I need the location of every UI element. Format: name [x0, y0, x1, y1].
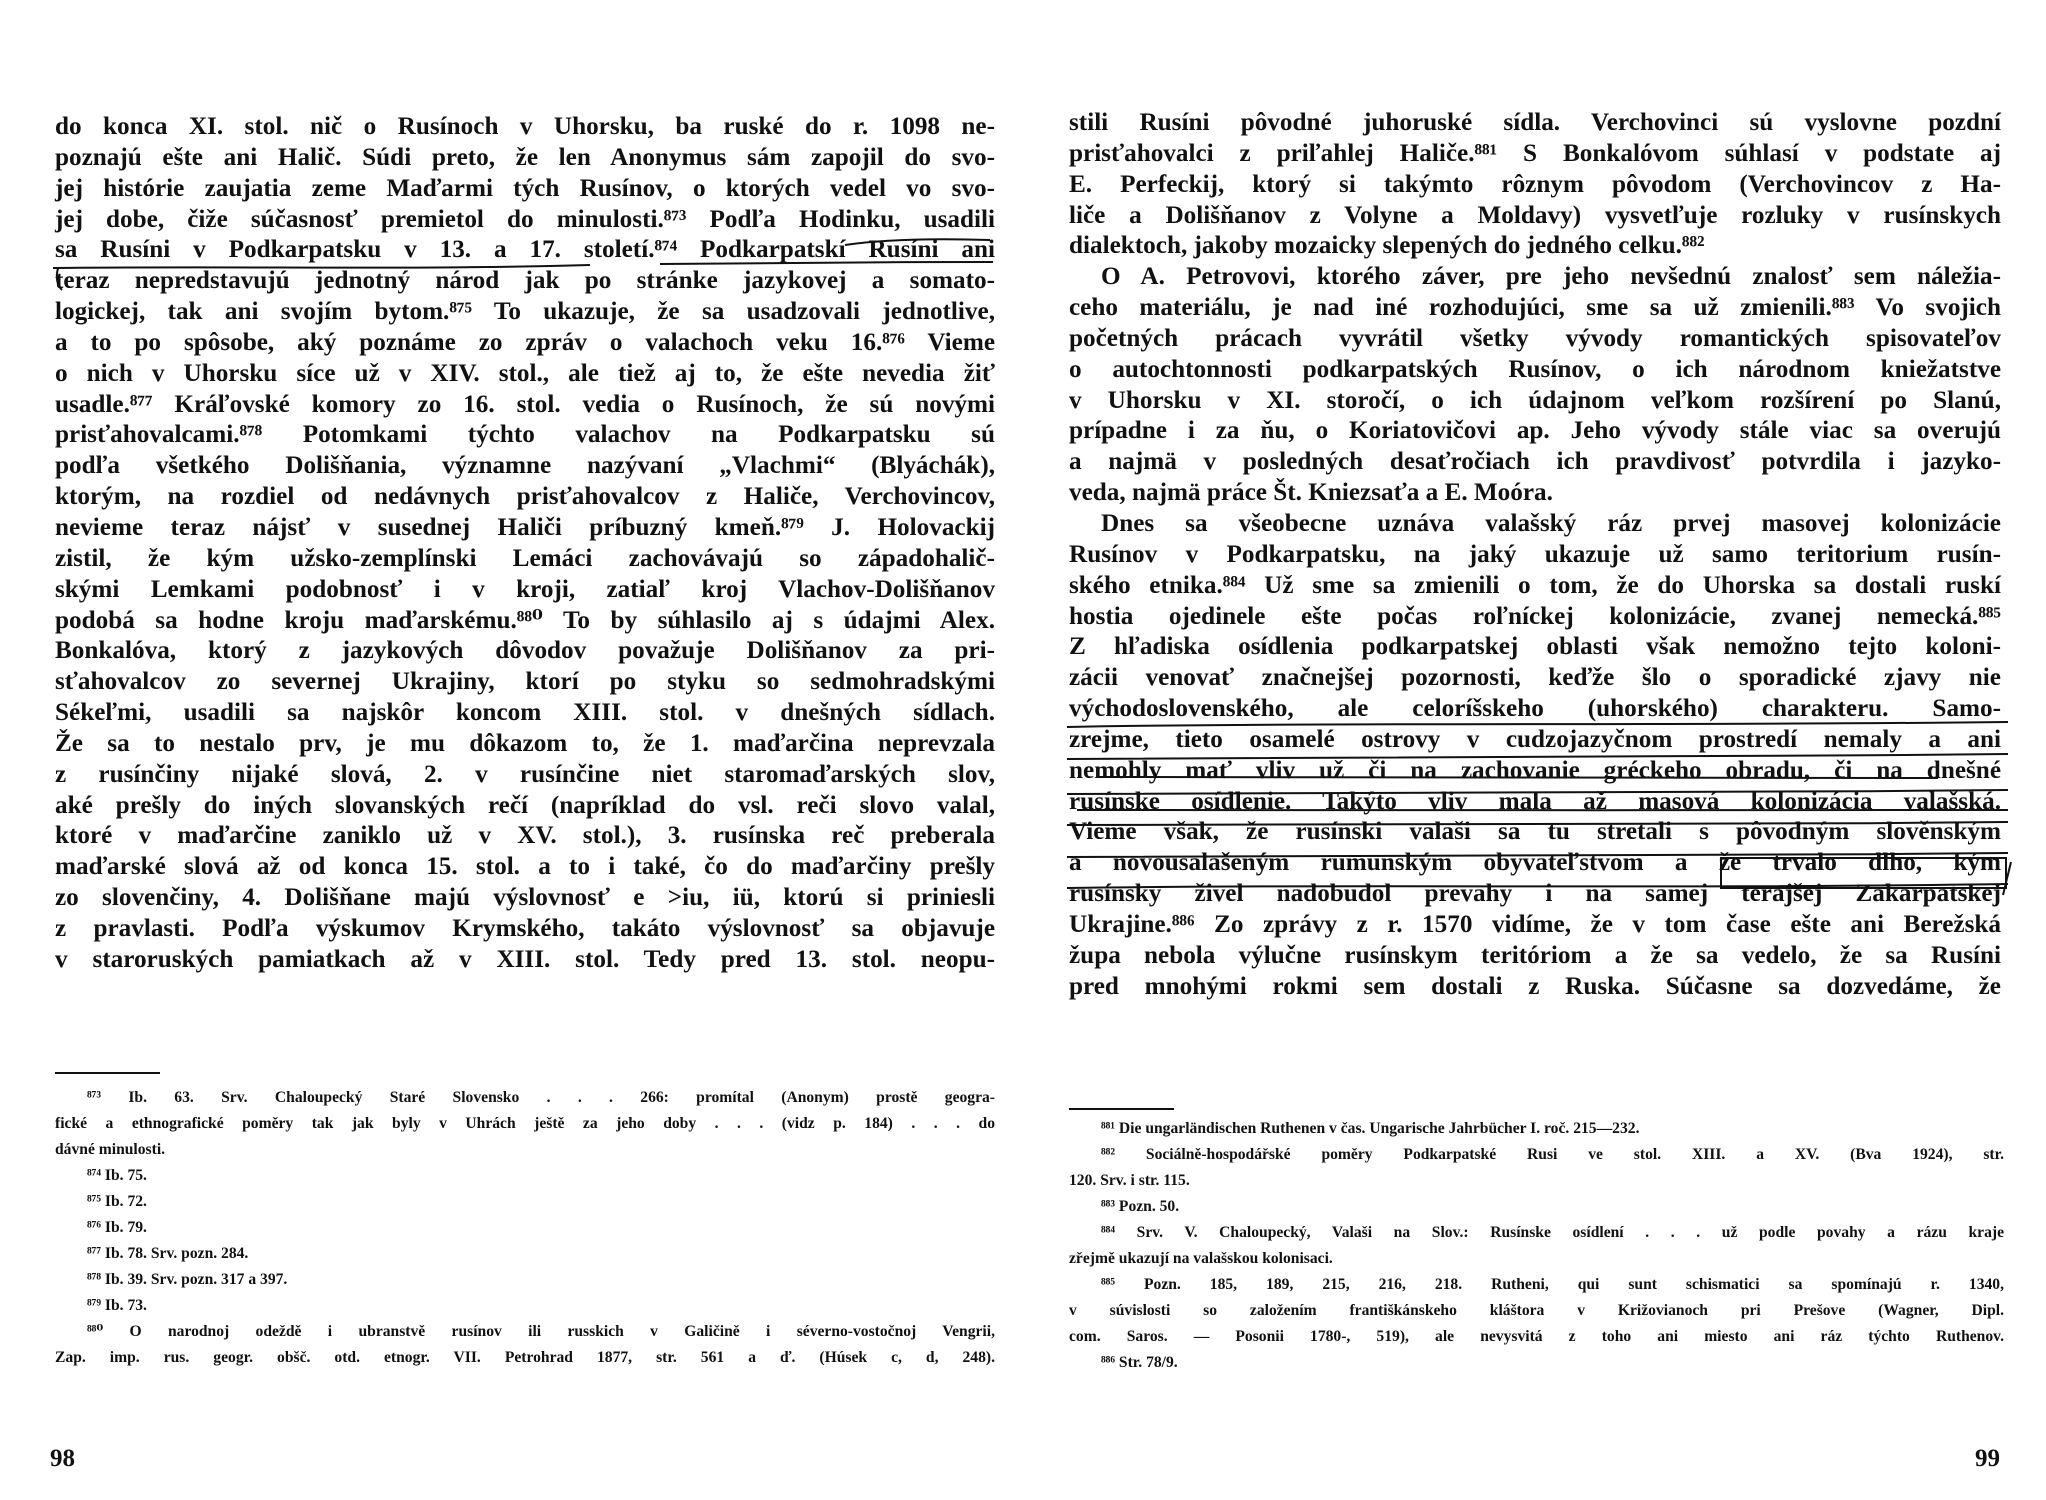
text-line: O A. Petrovovi, ktorého záver, pre jeho nevšednú znalosť sem náležia-: [1101, 263, 2001, 291]
footnote: ⁸⁷⁸ Ib. 39. Srv. pozn. 317 a 397.: [87, 1271, 288, 1288]
text-line: rusínsky živel nadobudol prevahy i na samej terajšej Zakarpatskej: [1069, 880, 2001, 908]
right-page: [1023, 0, 2046, 1500]
right-body-text: [1069, 108, 2001, 1002]
text-line: zácii venovať značnejšej pozornosti, keďže šlo o sporadické zjavy nie: [1069, 664, 2001, 692]
text-line: usadle.⁸⁷⁷ Kráľovské komory zo 16. stol. vedia o Rusínoch, že sú novými: [55, 390, 995, 418]
text-line: Sékeľmi, usadili sa najskôr koncom XIII. stol. v dnešných sídlach.: [55, 699, 995, 727]
page-number: 98: [50, 1445, 75, 1472]
text-line: ktoré v maďarčine zaniklo už v XV. stol.), 3. rusínska reč preberala: [55, 822, 995, 850]
text-line: zo slovenčiny, 4. Dolišňane majú výslovnosť e >iu, iü, ktorú si priniesli: [55, 884, 995, 912]
footnote: ⁸⁷⁷ Ib. 78. Srv. pozn. 284.: [87, 1245, 249, 1262]
text-line: sťahovalcov zo severnej Ukrajiny, ktorí po styku so sedmohradskými: [55, 668, 995, 696]
text-line: sa Rusíni v Podkarpatsku v 13. a 17. století.⁸⁷⁴ Podkarpatskí Rusíni ani: [55, 236, 995, 264]
text-line: ského etnika.⁸⁸⁴ Už sme sa zmienili o tom, že do Uhorska sa dostali ruskí: [1069, 571, 2001, 599]
footnote: dávné minulosti.: [55, 1141, 166, 1158]
footnote: Zap. imp. rus. geogr. obšč. otd. etnogr. VII. Petrohrad 1877, str. 561 a ď. (Húsek c, d, 248).: [55, 1349, 995, 1366]
text-line: poznajú ešte ani Halič. Súdi preto, že len Anonymus sám zapojil do svo-: [55, 143, 995, 171]
text-line: liče a Dolišňanov z Volyne a Moldavy) vysvetľuje rozluky v rusínskych: [1069, 201, 2001, 229]
text-line: v staroruských pamiatkach až v XIII. stol. Tedy pred 13. stol. neopu-: [55, 945, 995, 973]
text-line: ceho materiálu, je nad iné rozhodujúci, sme sa už zmienili.⁸⁸³ Vo svojich: [1069, 294, 2001, 322]
text-line: prípadne i za ňu, o Koriatovičovi ap. Jeho vývody stále viac sa overujú: [1069, 417, 2001, 445]
footnote: ⁸⁸³ Pozn. 50.: [1101, 1198, 1180, 1215]
text-line: Rusínov v Podkarpatsku, na jaký ukazuje už samo teritorium rusín-: [1069, 540, 2001, 568]
text-line: Bonkalóva, ktorý z jazykových dôvodov považuje Dolišňanov za pri-: [55, 637, 995, 665]
text-line: pred mnohými rokmi sem dostali z Ruska. Súčasne sa dozvedáme, že: [1069, 972, 2001, 1000]
text-line: prisťahovalci z priľahlej Haliče.⁸⁸¹ S Bonkalóvom súhlasí v podstate aj: [1069, 139, 2001, 167]
right-footnotes: [1069, 1116, 2004, 1376]
text-line: nemohly mať vliv už či na zachovanie gréckeho obradu, či na dnešné: [1069, 756, 2001, 784]
text-line: E. Perfeckij, ktorý si takýmto rôznym pôvodom (Verchovincov z Ha-: [1069, 170, 2001, 198]
footnote: ⁸⁸¹ Die ungarländischen Ruthenen v čas. Ungarische Jahrbücher I. roč. 215—232.: [1101, 1120, 1640, 1137]
footnote: ⁸⁸⁵ Pozn. 185, 189, 215, 216, 218. Rutheni, qui sunt schismatici sa spomínajú r. 1340,: [1101, 1276, 2004, 1293]
left-footnotes: [55, 1085, 995, 1371]
text-line: početných prácach vyvrátil všetky vývody romantických spisovateľov: [1069, 324, 2001, 352]
text-line: do konca XI. stol. nič o Rusínoch v Uhorsku, ba ruské do r. 1098 ne-: [55, 113, 995, 140]
left-body-text: [55, 112, 995, 976]
footnote-separator: [1069, 1108, 1174, 1110]
text-line: Vieme však, že rusínski valaši sa tu stretali s pôvodným slověnským: [1069, 818, 2001, 846]
footnote: ⁸⁸² Sociálně-hospodářské poměry Podkarpatské Rusi ve stol. XIII. a XV. (Bva 1924), str.: [1101, 1146, 2004, 1163]
text-line: v Uhorsku v XI. storočí, o ich údajnom veľkom rozšírení po Slanú,: [1069, 386, 2001, 414]
page-number: 99: [1975, 1445, 2000, 1472]
footnote: ⁸⁷⁴ Ib. 75.: [87, 1167, 147, 1184]
text-line: a novousalašeným rumunským obyvateľstvom a že trvalo dlho, kým: [1069, 849, 2001, 877]
text-line: skými Lemkami podobnosť i v kroji, zatiaľ kroj Vlachov-Dolišňanov: [55, 575, 995, 603]
footnote: ⁸⁷⁶ Ib. 79.: [87, 1219, 147, 1236]
text-line: župa nebola výlučne rusínskym teritóriom a že sa vedelo, že sa Rusíni: [1069, 941, 2001, 969]
footnote-separator: [55, 1072, 160, 1074]
text-line: jej dobe, čiže súčasnosť premietol do minulosti.⁸⁷³ Podľa Hodinku, usadili: [55, 205, 995, 233]
footnote: zřejmě ukazují na valašskou kolonisaci.: [1069, 1250, 1333, 1267]
footnote: ⁸⁸⁶ Str. 78/9.: [1101, 1354, 1178, 1371]
footnote: ⁸⁸⁰ O narodnoj odeždě i ubranstvě rusínov ili russkich v Galičině i séverno-vostočnoj Vengrii,: [87, 1323, 995, 1340]
text-line: podobá sa hodne kroju maďarskému.⁸⁸⁰ To by súhlasilo aj s údajmi Alex.: [55, 606, 995, 634]
text-line: o autochtonnosti podkarpatských Rusínov, o ich národnom kniežatstve: [1069, 355, 2001, 383]
text-line: podľa všetkého Dolišňania, významne nazývaní „Vlachmi“ (Blyáchák),: [55, 452, 995, 480]
text-line: veda, najmä práce Št. Kniezsaťa a E. Moóra.: [1069, 479, 1553, 507]
footnote: fické a ethnografické poměry tak jak byly v Uhrách ještě za jeho doby . . . (vidz p. 184) . . . do: [55, 1115, 995, 1132]
text-line: z pravlasti. Podľa výskumov Krymského, takáto výslovnosť sa objavuje: [55, 914, 995, 942]
text-line: Že sa to nestalo prv, je mu dôkazom to, že 1. maďarčina neprevzala: [55, 729, 995, 757]
text-line: logickej, tak ani svojím bytom.⁸⁷⁵ To ukazuje, že sa usadzovali jednotlive,: [55, 298, 995, 326]
text-line: ktorým, na rozdiel od nedávnych prisťahovalcov z Haliče, Verchovincov,: [55, 483, 995, 511]
text-line: aké prešly do iných slovanských rečí (napríklad do vsl. reči slovo valal,: [55, 791, 995, 819]
footnote: ⁸⁷⁹ Ib. 73.: [87, 1297, 147, 1314]
text-line: zistil, že kým užsko-zemplínski Lemáci zachovávajú so západohalič-: [55, 544, 995, 572]
text-line: teraz nepredstavujú jednotný národ jak po stránke jazykovej a somato-: [55, 267, 995, 295]
text-line: zrejme, tieto osamelé ostrovy v cudzojazyčnom prostredí nemaly a ani: [1069, 725, 2001, 753]
footnote: ⁸⁷³ Ib. 63. Srv. Chaloupecký Staré Slovensko . . . 266: promítal (Anonym) prostě geogra-: [87, 1089, 995, 1106]
text-line: jej histórie zaujatia zeme Maďarmi tých Rusínov, o ktorých vedel vo svo-: [55, 174, 995, 202]
text-line: dialektoch, jakoby mozaicky slepených do jedného celku.⁸⁸²: [1069, 232, 1705, 260]
footnote: ⁸⁸⁴ Srv. V. Chaloupecký, Valaši na Slov.: Rusínske osídlení . . . už podle povahy a rázu kraje: [1101, 1224, 2004, 1241]
text-line: maďarské slová až od konca 15. stol. a to i také, čo do maďarčiny prešly: [55, 853, 995, 881]
text-line: a to po spôsobe, aký poznáme zo zpráv o valachoch veku 16.⁸⁷⁶ Vieme: [55, 328, 995, 356]
text-line: nevieme teraz nájsť v susednej Haliči príbuzný kmeň.⁸⁷⁹ J. Holovackij: [55, 513, 995, 541]
text-line: Z hľadiska osídlenia podkarpatskej oblasti však nemožno tejto koloni-: [1069, 633, 2001, 661]
text-line: východoslovenského, ale celoríšskeho (uhorského) charakteru. Samo-: [1069, 695, 2001, 723]
text-line: stili Rusíni pôvodné juhoruské sídla. Verchovinci sú vyslovne pozdní: [1069, 109, 2001, 136]
footnote: com. Saros. — Posonii 1780-, 519), ale nevysvitá z toho ani miesto ani ráz týchto Ruthenov.: [1069, 1328, 2004, 1345]
footnote: 120. Srv. i str. 115.: [1069, 1172, 1190, 1189]
text-line: rusínske osídlenie. Takýto vliv mala až masová kolonizácia valašská.: [1069, 787, 2001, 815]
footnote: ⁸⁷⁵ Ib. 72.: [87, 1193, 147, 1210]
text-line: hostia ojedinele ešte počas roľníckej kolonizácie, zvanej nemecká.⁸⁸⁵: [1069, 602, 2001, 630]
text-line: z rusínčiny nijaké slová, 2. v rusínčine niet staromaďarských slov,: [55, 760, 995, 788]
text-line: prisťahovalcami.⁸⁷⁸ Potomkami týchto valachov na Podkarpatsku sú: [55, 421, 995, 449]
text-line: o nich v Uhorsku síce už v XIV. stol., ale tiež aj to, že ešte nevedia žiť: [55, 359, 995, 387]
text-line: a najmä v posledných desaťročiach ich pravdivosť potvrdila i jazyko-: [1069, 448, 2001, 476]
footnote: v súvislosti so založením františkánskeho kláštora v Križovianoch pri Prešove (Wagner, Dipl.: [1069, 1302, 2004, 1319]
text-line: Ukrajine.⁸⁸⁶ Zo zprávy z r. 1570 vidíme, že v tom čase ešte ani Berežská: [1069, 910, 2001, 938]
text-line: Dnes sa všeobecne uznáva valašský ráz prvej masovej kolonizácie: [1101, 509, 2001, 537]
